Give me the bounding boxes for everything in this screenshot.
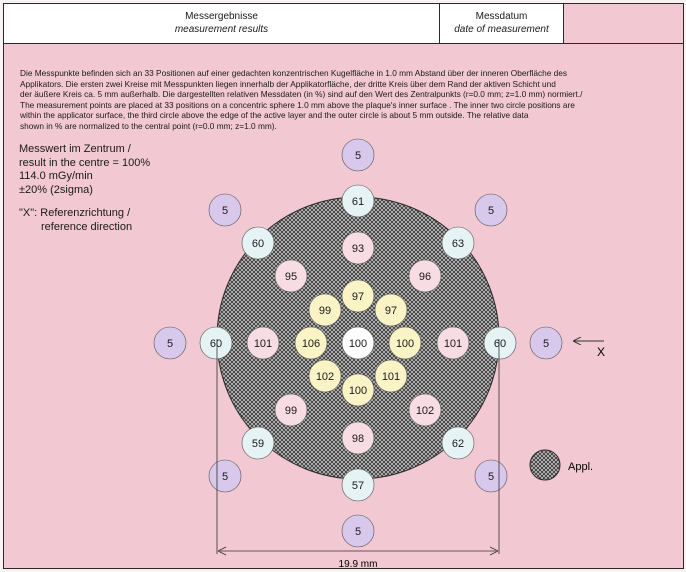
description-line: The measurement points are placed at 33 positions on a concentric sphere 1.0 mm above the plaque's inner surface . The inner two circle positions are xyxy=(20,99,575,110)
centre-dose-rate: 114.0 mGy/min xyxy=(19,170,93,182)
header-results-en: measurement results xyxy=(174,24,269,35)
point-third-ne-value: 63 xyxy=(451,238,465,250)
header-date-en: date of measurement xyxy=(454,24,549,35)
measurement-points xyxy=(154,139,562,547)
description-line: Die Messpunkte befinden sich an 33 Positionen auf einer gedachten konzentrischen Kugelfläche in 1.0 mm Abstand über der inneren Oberfläche des xyxy=(20,68,568,78)
description-line: Applikators. Die ersten zwei Kreise mit Messpunkten liegen innerhalb der Applikatorfläche, der dritte Kreis über dem Rand der aktiven Schicht und xyxy=(20,78,556,89)
point-inner-sw-value: 102 xyxy=(315,371,335,383)
point-inner-w-value: 106 xyxy=(301,338,321,350)
point-center-value: 100 xyxy=(348,338,368,350)
point-outer-w-value: 5 xyxy=(166,338,174,350)
point-second-nw-value: 95 xyxy=(284,271,298,283)
point-second-sw-value: 99 xyxy=(284,405,298,417)
applicator-legend-swatch xyxy=(530,450,560,480)
point-third-sw-value: 59 xyxy=(251,438,265,450)
point-inner-e-value: 100 xyxy=(395,338,415,350)
point-outer-sw-value: 5 xyxy=(221,471,229,483)
point-third-nw-value: 60 xyxy=(251,238,265,250)
point-second-n-value: 93 xyxy=(351,243,365,255)
point-outer-n-value: 5 xyxy=(354,150,362,162)
point-inner-se-value: 101 xyxy=(381,371,401,383)
point-third-e-value: 60 xyxy=(493,338,507,350)
point-inner-n-value: 97 xyxy=(351,291,365,303)
point-third-s-value: 57 xyxy=(351,480,365,492)
point-second-s-value: 98 xyxy=(351,433,365,445)
point-second-w-value: 101 xyxy=(253,338,273,350)
point-second-se-value: 102 xyxy=(415,405,435,417)
applicator-legend-label: Appl. xyxy=(568,461,594,473)
point-outer-nw-value: 5 xyxy=(221,205,229,217)
description-line: within the applicator surface, the third circle above the edge of the active layer and the outer circle is about 5 mm outside. The relative data xyxy=(20,110,529,120)
centre-result-line2: result in the centre = 100% xyxy=(19,156,151,169)
measurement-diagram xyxy=(4,4,684,569)
description-line: shown in % are normalized to the central point (r=0.0 mm; z=1.0 mm). xyxy=(20,120,277,131)
point-second-ne-value: 96 xyxy=(418,271,432,283)
header-results-de: Messergebnisse xyxy=(185,11,258,22)
point-outer-e-value: 5 xyxy=(542,338,550,350)
point-third-n-value: 61 xyxy=(351,196,365,208)
point-outer-ne-value: 5 xyxy=(487,205,495,217)
dimension-label: 19.9 mm xyxy=(338,559,378,570)
point-inner-s-value: 100 xyxy=(348,385,368,397)
reference-x-label: X xyxy=(596,345,606,359)
reference-direction-line1: "X": Referenzrichtung / xyxy=(19,207,131,219)
point-outer-se-value: 5 xyxy=(487,471,495,483)
measurement-sheet xyxy=(3,3,684,569)
centre-uncertainty: ±20% (2sigma) xyxy=(19,183,93,196)
point-second-e-value: 101 xyxy=(443,338,463,350)
description-line: der äußere Kreis ca. 5 mm außerhalb. Die dargestellten relativen Messdaten (in %) sind auf den Wert des Zentralpunkts (r=0.0 mm; z=1.0 mm) normiert./ xyxy=(20,89,583,99)
centre-result-line1: Messwert im Zentrum / xyxy=(19,143,131,155)
point-inner-ne-value: 97 xyxy=(384,305,398,317)
point-inner-nw-value: 99 xyxy=(318,305,332,317)
header-date-de: Messdatum xyxy=(475,11,528,22)
point-outer-s-value: 5 xyxy=(354,526,362,538)
reference-direction-line2: reference direction xyxy=(41,220,133,233)
point-third-w-value: 60 xyxy=(209,338,223,350)
point-third-se-value: 62 xyxy=(451,438,465,450)
